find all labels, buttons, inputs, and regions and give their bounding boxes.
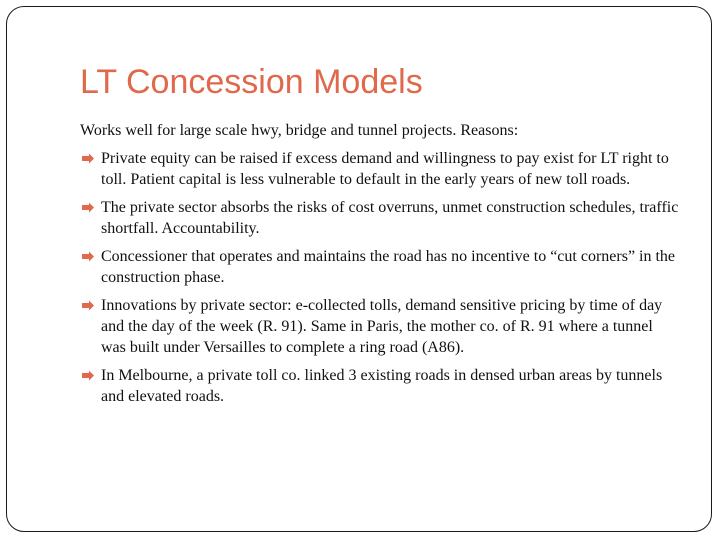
bullet-text: The private sector absorbs the risks of cost overruns, unmet construction schedules, traffic shortfall. Accountability. bbox=[101, 199, 679, 237]
arrow-bullet-icon bbox=[81, 202, 95, 213]
intro-text: Works well for large scale hwy, bridge and tunnel projects. Reasons: bbox=[80, 122, 519, 139]
bullet-text: In Melbourne, a private toll co. linked 3 existing roads in densed urban areas by tunnels and elevated roads. bbox=[101, 367, 663, 405]
slide-title: LT Concession Models bbox=[80, 63, 423, 101]
arrow-bullet-icon bbox=[81, 300, 95, 311]
list-item bbox=[80, 295, 680, 358]
bullet-text: Innovations by private sector: e-collected tolls, demand sensitive pricing by time of day and the day of the week (R. 91). Same in Paris, the mother co. of R. 91 where a tunnel was built under Versailles to complete a ring road (A86). bbox=[101, 297, 663, 356]
list-item bbox=[80, 365, 680, 407]
arrow-bullet-icon bbox=[81, 370, 95, 381]
list-item bbox=[80, 197, 680, 239]
bullet-text: Concessioner that operates and maintains the road has no incentive to “cut corners” in the construction phase. bbox=[101, 248, 676, 286]
bullet-list bbox=[80, 148, 680, 407]
slide-body bbox=[80, 120, 680, 414]
arrow-bullet-icon bbox=[81, 153, 95, 164]
list-item bbox=[80, 246, 680, 288]
list-item bbox=[80, 148, 680, 190]
bullet-text: Private equity can be raised if excess demand and willingness to pay exist for LT right to toll. Patient capital is less vulnerable to default in the early years of new toll roads. bbox=[101, 150, 669, 188]
arrow-bullet-icon bbox=[81, 251, 95, 262]
